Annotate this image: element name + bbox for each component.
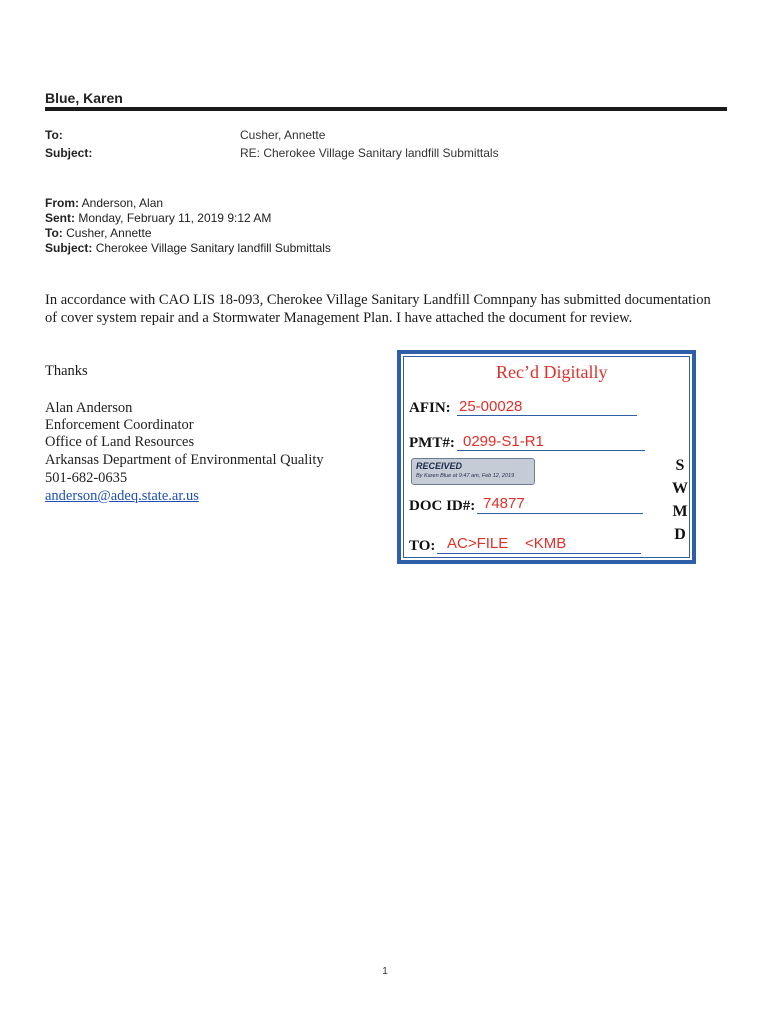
subject-value: RE: Cherokee Village Sanitary landfill Submittals	[240, 146, 499, 160]
fwd-subject-value: Cherokee Village Sanitary landfill Submittals	[95, 241, 331, 255]
afin-line	[457, 415, 637, 416]
subject-label: Subject:	[45, 146, 93, 160]
fwd-to-value: Cusher, Annette	[66, 226, 152, 240]
letter-d: D	[674, 526, 686, 543]
from-label: From:	[45, 196, 79, 210]
doc-id-value: 74877	[483, 495, 525, 512]
received-badge-title: RECEIVED	[416, 461, 463, 471]
fwd-to-label: To:	[45, 226, 63, 240]
letter-s: S	[675, 457, 685, 474]
stamp-heading: Rec’d Digitally	[496, 362, 608, 382]
signature-department: Arkansas Department of Environmental Quality	[45, 452, 324, 468]
page-number: 1	[382, 966, 388, 977]
to-stamp-value-file: AC>FILE	[447, 535, 509, 552]
signature-email-link[interactable]: anderson@adeq.state.ar.us	[45, 488, 199, 504]
pmt-label: PMT#:	[409, 435, 455, 451]
to-stamp-label: TO:	[409, 538, 436, 554]
forwarded-from	[45, 196, 163, 210]
doc-id-label: DOC ID#:	[409, 498, 476, 514]
to-label: To:	[45, 128, 63, 142]
signature-name: Alan Anderson	[45, 400, 133, 416]
forwarded-subject	[45, 241, 331, 255]
from-value: Anderson, Alan	[81, 196, 164, 210]
forwarded-to	[45, 226, 152, 240]
stamp-inner-border	[403, 356, 690, 558]
received-badge	[411, 458, 535, 485]
pmt-line	[457, 450, 645, 451]
received-stamp	[397, 350, 696, 564]
to-value: Cusher, Annette	[240, 128, 326, 142]
afin-value: 25-00028	[459, 398, 523, 415]
sent-label: Sent:	[45, 211, 75, 225]
received-badge-subtitle: By Karen Blue at 9:47 am, Feb 12, 2019	[416, 473, 515, 479]
stamp-vertical-letters	[669, 454, 691, 546]
doc-id-line	[477, 513, 643, 514]
body-paragraph: In accordance with CAO LIS 18-093, Cherokee Village Sanitary Landfill Comnpany has submitted documentation of cover system repair and a Stormwater Management Plan. I have attached the document for review.	[45, 292, 711, 326]
afin-label: AFIN:	[409, 400, 451, 416]
forwarded-sent	[45, 211, 271, 225]
signature-office: Office of Land Resources	[45, 434, 195, 450]
thanks-text: Thanks	[45, 363, 88, 379]
letter-w: W	[672, 480, 688, 497]
signature-title: Enforcement Coordinator	[45, 417, 194, 433]
sender-name: Blue, Karen	[45, 90, 123, 106]
header-divider	[45, 107, 727, 111]
pmt-value: 0299-S1-R1	[463, 433, 544, 450]
fwd-subject-label: Subject:	[45, 241, 93, 255]
signature-phone: 501-682-0635	[45, 470, 128, 486]
to-stamp-value-kmb: <KMB	[525, 535, 567, 552]
sent-value: Monday, February 11, 2019 9:12 AM	[78, 211, 272, 225]
to-stamp-line	[437, 553, 641, 554]
letter-m: M	[672, 503, 688, 520]
